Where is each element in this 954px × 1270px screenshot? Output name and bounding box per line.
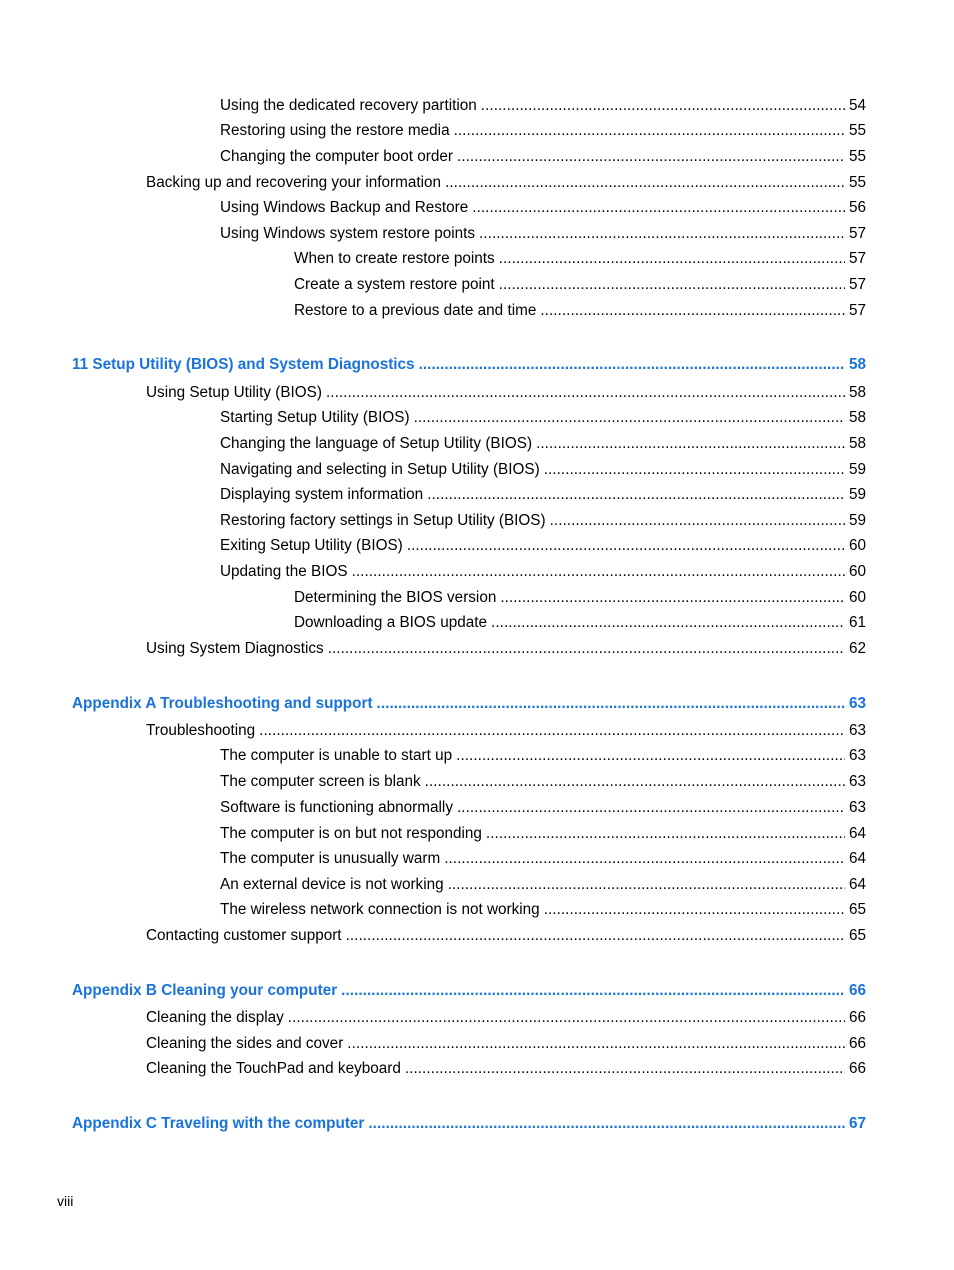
toc-entry-page: 64 <box>845 848 866 870</box>
dot-leader <box>457 797 845 819</box>
toc-entry-title: Create a system restore point <box>294 274 499 296</box>
dot-leader <box>259 720 845 742</box>
toc-entry-title: The computer screen is blank <box>220 771 425 793</box>
dot-leader <box>427 484 845 506</box>
toc-entry-page: 54 <box>845 95 866 117</box>
toc-entry-title: Downloading a BIOS update <box>294 612 491 634</box>
toc-entry[interactable] <box>146 1033 866 1055</box>
toc-chapter-entry[interactable] <box>72 693 866 715</box>
dot-leader <box>341 980 845 1002</box>
toc-entry-title: Changing the language of Setup Utility (BIOS) <box>220 433 536 455</box>
toc-entry[interactable] <box>220 459 866 481</box>
dot-leader <box>544 899 845 921</box>
dot-leader <box>445 172 845 194</box>
toc-entry[interactable] <box>220 535 866 557</box>
toc-entry[interactable] <box>220 823 866 845</box>
toc-entry-page: 57 <box>845 223 866 245</box>
toc-entry-title: Exiting Setup Utility (BIOS) <box>220 535 407 557</box>
toc-entry-page: 66 <box>845 1033 866 1055</box>
dot-leader <box>425 771 845 793</box>
dot-leader <box>481 95 845 117</box>
toc-entry-page: 64 <box>845 823 866 845</box>
toc-entry-title: Backing up and recovering your information <box>146 172 445 194</box>
dot-leader <box>457 146 845 168</box>
dot-leader <box>454 120 845 142</box>
toc-entry-title: The computer is on but not responding <box>220 823 486 845</box>
toc-entry-page: 57 <box>845 300 866 322</box>
toc-entry[interactable] <box>220 899 866 921</box>
toc-entry-page: 65 <box>845 925 866 947</box>
dot-leader <box>479 223 845 245</box>
dot-leader <box>368 1113 845 1135</box>
toc-entry-title: Restoring using the restore media <box>220 120 454 142</box>
dot-leader <box>328 638 845 660</box>
toc-chapter-title: Appendix A Troubleshooting and support <box>72 693 377 715</box>
toc-entry[interactable] <box>294 248 866 270</box>
toc-entry[interactable] <box>146 1007 866 1029</box>
toc-entry[interactable] <box>294 612 866 634</box>
dot-leader <box>405 1058 845 1080</box>
toc-entry-page: 55 <box>845 172 866 194</box>
toc-entry-page: 57 <box>845 274 866 296</box>
toc-entry-title: Cleaning the display <box>146 1007 288 1029</box>
toc-entry-page: 58 <box>845 407 866 429</box>
toc-entry-title: Cleaning the sides and cover <box>146 1033 347 1055</box>
toc-entry[interactable] <box>220 797 866 819</box>
toc-entry-page: 63 <box>845 771 866 793</box>
dot-leader <box>448 874 845 896</box>
dot-leader <box>419 354 845 376</box>
toc-entry[interactable] <box>220 771 866 793</box>
toc-chapter-entry[interactable] <box>72 980 866 1002</box>
toc-entry-page: 63 <box>845 745 866 767</box>
toc-entry-title: Cleaning the TouchPad and keyboard <box>146 1058 405 1080</box>
toc-entry[interactable] <box>146 172 866 194</box>
toc-chapter-title: 11 Setup Utility (BIOS) and System Diagnostics <box>72 354 419 376</box>
toc-chapter-page: 63 <box>845 693 866 715</box>
toc-entry[interactable] <box>146 720 866 742</box>
dot-leader <box>491 612 845 634</box>
toc-entry-title: Using Windows Backup and Restore <box>220 197 472 219</box>
toc-entry-page: 64 <box>845 874 866 896</box>
dot-leader <box>499 248 845 270</box>
toc-chapter-entry[interactable] <box>72 1113 866 1135</box>
toc-chapter-page: 66 <box>845 980 866 1002</box>
toc-entry-title: Using Windows system restore points <box>220 223 479 245</box>
toc-entry-page: 65 <box>845 899 866 921</box>
toc-entry[interactable] <box>220 848 866 870</box>
dot-leader <box>456 745 845 767</box>
toc-entry-title: Software is functioning abnormally <box>220 797 457 819</box>
toc-entry[interactable] <box>220 146 866 168</box>
toc-entry-page: 66 <box>845 1007 866 1029</box>
toc-entry[interactable] <box>220 510 866 532</box>
toc-entry-title: Using System Diagnostics <box>146 638 328 660</box>
toc-chapter-title: Appendix B Cleaning your computer <box>72 980 341 1002</box>
toc-entry-title: Displaying system information <box>220 484 427 506</box>
toc-entry-page: 60 <box>845 535 866 557</box>
dot-leader <box>536 433 845 455</box>
toc-entry[interactable] <box>220 433 866 455</box>
toc-entry[interactable] <box>220 407 866 429</box>
toc-entry-title: Navigating and selecting in Setup Utility (BIOS) <box>220 459 544 481</box>
toc-entry-page: 57 <box>845 248 866 270</box>
toc-entry-title: Starting Setup Utility (BIOS) <box>220 407 414 429</box>
toc-entry-title: The wireless network connection is not working <box>220 899 544 921</box>
dot-leader <box>407 535 845 557</box>
toc-entry[interactable] <box>294 300 866 322</box>
dot-leader <box>288 1007 845 1029</box>
toc-chapter-title: Appendix C Traveling with the computer <box>72 1113 368 1135</box>
dot-leader <box>326 382 845 404</box>
toc-entry-page: 59 <box>845 459 866 481</box>
toc-entry-page: 66 <box>845 1058 866 1080</box>
toc-entry-title: Contacting customer support <box>146 925 346 947</box>
toc-entry[interactable] <box>294 274 866 296</box>
toc-entry[interactable] <box>220 745 866 767</box>
toc-entry-title: Restore to a previous date and time <box>294 300 540 322</box>
toc-entry-title: Using the dedicated recovery partition <box>220 95 481 117</box>
toc-entry-page: 58 <box>845 382 866 404</box>
toc-entry-title: The computer is unable to start up <box>220 745 456 767</box>
toc-entry[interactable] <box>146 1058 866 1080</box>
toc-entry-title: Updating the BIOS <box>220 561 352 583</box>
toc-entry-title: The computer is unusually warm <box>220 848 444 870</box>
toc-entry-page: 61 <box>845 612 866 634</box>
toc-entry[interactable] <box>146 638 866 660</box>
toc-entry-title: Troubleshooting <box>146 720 259 742</box>
toc-entry[interactable] <box>220 197 866 219</box>
dot-leader <box>346 925 845 947</box>
dot-leader <box>500 587 845 609</box>
dot-leader <box>444 848 845 870</box>
toc-entry[interactable] <box>220 484 866 506</box>
toc-entry-page: 55 <box>845 146 866 168</box>
toc-entry-title: When to create restore points <box>294 248 499 270</box>
dot-leader <box>377 693 845 715</box>
toc-entry-page: 59 <box>845 484 866 506</box>
toc-entry-page: 63 <box>845 720 866 742</box>
dot-leader <box>347 1033 845 1055</box>
dot-leader <box>544 459 845 481</box>
toc-entry-page: 59 <box>845 510 866 532</box>
toc-entry-page: 60 <box>845 587 866 609</box>
toc-entry[interactable] <box>146 382 866 404</box>
toc-entry-title: Using Setup Utility (BIOS) <box>146 382 326 404</box>
toc-entry[interactable] <box>220 95 866 117</box>
dot-leader <box>540 300 845 322</box>
toc-entry-page: 63 <box>845 797 866 819</box>
toc-entry-title: Determining the BIOS version <box>294 587 500 609</box>
toc-entry-page: 56 <box>845 197 866 219</box>
page-number: viii <box>57 1193 74 1209</box>
toc-entry-page: 55 <box>845 120 866 142</box>
toc-entry[interactable] <box>220 561 866 583</box>
toc-entry-page: 58 <box>845 433 866 455</box>
toc-entry-title: An external device is not working <box>220 874 448 896</box>
toc-chapter-page: 58 <box>845 354 866 376</box>
toc-entry[interactable] <box>220 223 866 245</box>
dot-leader <box>499 274 845 296</box>
dot-leader <box>472 197 845 219</box>
toc-entry-page: 60 <box>845 561 866 583</box>
dot-leader <box>486 823 845 845</box>
dot-leader <box>352 561 845 583</box>
toc-entry-title: Changing the computer boot order <box>220 146 457 168</box>
dot-leader <box>550 510 845 532</box>
toc-entry-title: Restoring factory settings in Setup Utility (BIOS) <box>220 510 550 532</box>
toc-entry[interactable] <box>220 874 866 896</box>
toc-entry[interactable] <box>294 587 866 609</box>
toc-entry[interactable] <box>220 120 866 142</box>
dot-leader <box>414 407 845 429</box>
toc-chapter-entry[interactable] <box>72 354 866 376</box>
toc-entry-page: 62 <box>845 638 866 660</box>
toc-chapter-page: 67 <box>845 1113 866 1135</box>
toc-entry[interactable] <box>146 925 866 947</box>
